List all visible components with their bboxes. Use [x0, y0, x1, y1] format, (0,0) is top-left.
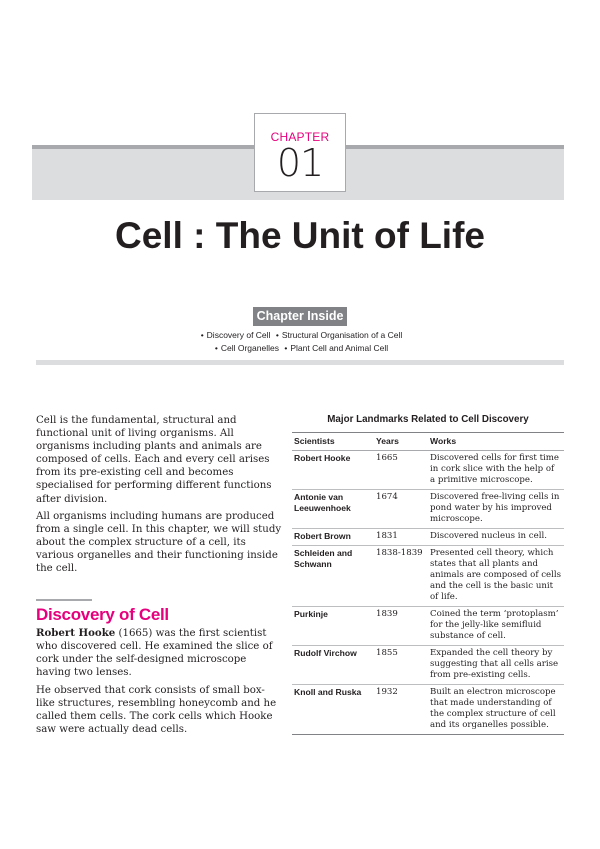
work-cell: Discovered cells for first time in cork slice with the help of a primitive microscope. — [428, 451, 564, 490]
chapter-number-box — [254, 113, 346, 192]
scientist-cell: Robert Hooke — [292, 451, 374, 490]
table-header-row — [292, 433, 564, 451]
column-header: Works — [428, 433, 564, 451]
chapter-inside-list — [0, 329, 600, 355]
bullet-icon: • — [275, 330, 279, 340]
section-paragraph — [36, 627, 282, 679]
chapter-inside-item: Cell Organelles — [220, 343, 279, 353]
right-column — [292, 414, 564, 735]
bullet-icon: • — [284, 343, 288, 353]
intro-paragraph: Cell is the fundamental, structural and functional unit of living organisms. All organisms including plants and animals are composed of cells. Each and every cell arises from its pre-existing cell and becomes specialised for performing different functions after division. — [36, 415, 272, 505]
table-row — [292, 546, 564, 607]
chapter-inside-item: Structural Organisation of a Cell — [281, 330, 403, 340]
work-cell: Built an electron microscope that made understanding of the complex structure of cell and its organelles possible. — [430, 687, 556, 730]
chapter-inside-item: Plant Cell and Animal Cell — [290, 343, 389, 353]
table-row — [292, 490, 564, 529]
work-cell: Discovered nucleus in cell. — [428, 529, 564, 546]
chapter-inside-item: Discovery of Cell — [206, 330, 271, 340]
table-row — [292, 451, 564, 490]
scientist-cell: Antonie van Leeuwenhoek — [292, 490, 374, 529]
landmarks-table — [292, 432, 564, 735]
year-cell: 1855 — [374, 646, 428, 685]
chapter-label: CHAPTER — [270, 130, 330, 144]
work-cell: Expanded the cell theory by suggesting that all cells arise from pre-existing cells. — [428, 646, 564, 685]
intro-paragraph: All organisms including humans are produced from a single cell. In this chapter, we will study about the complex structure of a cell, its various organelles and their functioning inside the cell. — [36, 510, 282, 575]
bold-term: Robert Hooke — [36, 627, 116, 640]
table-row — [292, 685, 564, 735]
scientist-cell: Purkinje — [292, 607, 374, 646]
table-row — [292, 646, 564, 685]
scientist-cell: Knoll and Ruska — [294, 687, 362, 697]
table-row — [292, 529, 564, 546]
table-caption: Major Landmarks Related to Cell Discovery — [327, 414, 529, 425]
page-title: Cell : The Unit of Life — [115, 215, 485, 256]
section-paragraph: He observed that cork consists of small box-like structures, resembling honeycomb and he called them cells. The cork cells which Hooke saw were actually dead cells. — [36, 684, 277, 735]
scientist-cell: Rudolf Virchow — [292, 646, 374, 685]
column-header: Scientists — [292, 433, 374, 451]
chapter-inside-heading: Chapter Inside — [253, 307, 347, 326]
year-cell: 1831 — [374, 529, 428, 546]
work-cell: Discovered free-living cells in pond water by his improved microscope. — [428, 490, 564, 529]
section-heading: Discovery of Cell — [36, 605, 169, 625]
scientist-cell: Schleiden and Schwann — [292, 546, 374, 607]
work-cell: Coined the term ‘protoplasm’ for the jelly-like semifluid substance of cell. — [428, 607, 564, 646]
year-cell: 1665 — [374, 451, 428, 490]
chapter-number: 01 — [276, 141, 324, 185]
work-cell: Presented cell theory, which states that all plants and animals are composed of cells and the cell is the basic unit of life. — [428, 546, 564, 607]
year-cell: 1674 — [374, 490, 428, 529]
section-divider — [36, 360, 564, 365]
year-cell: 1932 — [376, 687, 398, 697]
column-header: Years — [374, 433, 428, 451]
scientist-cell: Robert Brown — [292, 529, 374, 546]
year-cell: 1839 — [374, 607, 428, 646]
table-row — [292, 607, 564, 646]
paragraph-text: (1665) was the first scientist who discovered cell. He examined the slice of cork under the self-designed microscope having two lenses. — [36, 628, 273, 679]
bullet-icon: • — [200, 330, 204, 340]
left-column — [36, 414, 282, 740]
section-heading-rule — [36, 599, 92, 601]
year-cell: 1838-1839 — [374, 546, 428, 607]
bullet-icon: • — [214, 343, 218, 353]
